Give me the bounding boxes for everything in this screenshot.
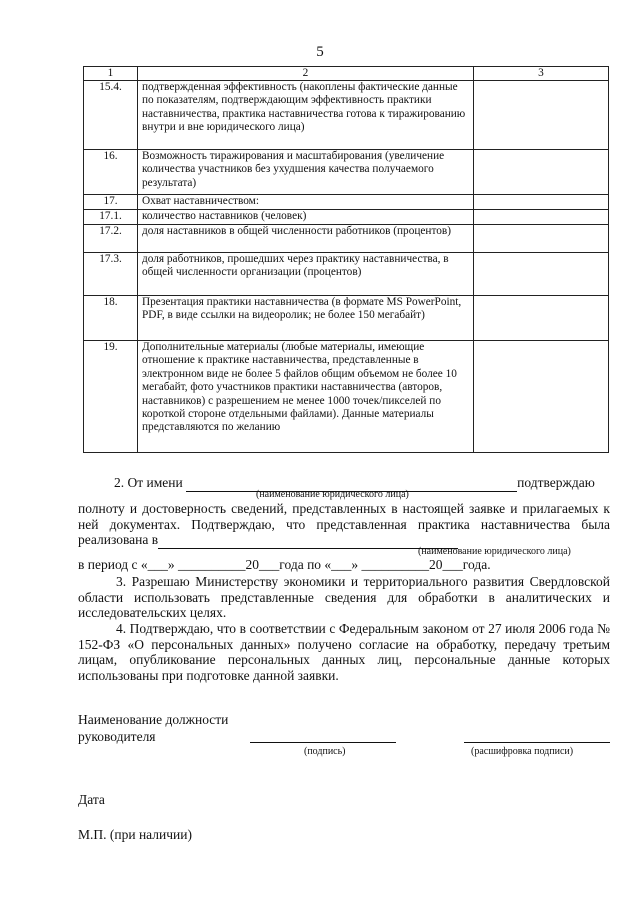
position-label-line1: Наименование должности: [78, 712, 229, 727]
column-header: 3: [474, 67, 609, 81]
row-number: 19.: [84, 341, 138, 453]
table-row: [84, 341, 609, 453]
row-value-cell[interactable]: [474, 225, 609, 253]
table-row: [84, 210, 609, 225]
legal-entity-name-caption: (наименование юридического лица): [256, 489, 409, 500]
period-line[interactable]: в период с «___» __________20___года по «___» __________20___года.: [78, 557, 491, 572]
row-text: Презентация практики наставничества (в формате MS PowerPoint, PDF, в виде ссылки на видеоролик; не более 150 мегабайт): [138, 296, 474, 341]
position-label-line2: руководителя: [78, 729, 156, 744]
column-header: 2: [138, 67, 474, 81]
row-number: 17.1.: [84, 210, 138, 225]
paragraph-4: 4. Подтверждаю, что в соответствии с Федеральным законом от 27 июля 2006 года № 152-ФЗ «О персональных данных» получено согласие на обработку, передачу третьим лицам, опубликование персональных данных лиц, персональные данные которых использованы при подготовке данной заявки.: [78, 621, 610, 683]
signature-decode-line[interactable]: [464, 742, 610, 743]
row-text: количество наставников (человек): [138, 210, 474, 225]
row-text: Возможность тиражирования и масштабирования (увеличение количества участников без ухудшения качества получаемого результата): [138, 150, 474, 195]
signature-decode-caption: (расшифровка подписи): [471, 746, 574, 757]
row-value-cell[interactable]: [474, 296, 609, 341]
table-row: [84, 296, 609, 341]
row-number: 17.3.: [84, 253, 138, 296]
table-row: [84, 195, 609, 210]
row-text: доля работников, прошедших через практику наставничества, в общей численности организации (процентов): [138, 253, 474, 296]
table-row: [84, 253, 609, 296]
table-row: [84, 81, 609, 150]
date-label: Дата: [78, 792, 105, 807]
row-value-cell[interactable]: [474, 210, 609, 225]
row-value-cell[interactable]: [474, 81, 609, 150]
row-number: 18.: [84, 296, 138, 341]
stamp-label: М.П. (при наличии): [78, 827, 192, 842]
row-number: 16.: [84, 150, 138, 195]
row-text: доля наставников в общей численности работников (процентов): [138, 225, 474, 253]
column-header: 1: [84, 67, 138, 81]
row-text: Охват наставничеством:: [138, 195, 474, 210]
row-value-cell[interactable]: [474, 195, 609, 210]
row-text: подтвержденная эффективность (накоплены фактические данные по показателям, подтверждающим эффективность практики наставничества, практика наставничества готова к тиражированию внутри и вне юридического лица): [138, 81, 474, 150]
implementing-entity-caption: (наименование юридического лица): [418, 546, 571, 557]
application-table: [83, 66, 609, 453]
row-value-cell[interactable]: [474, 253, 609, 296]
table-row: [84, 150, 609, 195]
row-value-cell[interactable]: [474, 150, 609, 195]
paragraph-2-text: [78, 501, 610, 549]
row-value-cell[interactable]: [474, 341, 609, 453]
row-text: Дополнительные материалы (любые материалы, имеющие отношение к практике наставничества, представленные в электронном виде не более 5 файлов общим объемом не более 10 мегабайт, фото участников практики наставничества (авторов, наставников) с разрешением не менее 1000 точек/пикселей по короткой стороне отдельными файлами). Данные материалы представляются по желанию: [138, 341, 474, 453]
table-row: [84, 225, 609, 253]
signature-caption: (подпись): [304, 746, 346, 757]
signature-line[interactable]: [250, 742, 396, 743]
implementing-entity-field[interactable]: [158, 532, 458, 549]
row-number: 15.4.: [84, 81, 138, 150]
paragraph-2-start: 2. От имени: [114, 475, 183, 490]
paragraph-3: 3. Разрешаю Министерству экономики и территориального развития Свердловской области использовать представленные сведения для обработки в аналитических и исследовательских целях.: [78, 574, 610, 620]
page-number: 5: [316, 44, 324, 60]
table-header-row: [84, 67, 609, 81]
row-number: 17.: [84, 195, 138, 210]
paragraph-2-body: полноту и достоверность сведений, представленных в настоящей заявке и прилагаемых к ней документах. Подтверждаю, что представленная практика наставничества была реализована в: [78, 501, 610, 547]
row-number: 17.2.: [84, 225, 138, 253]
paragraph-2-end: подтверждаю: [517, 475, 595, 490]
